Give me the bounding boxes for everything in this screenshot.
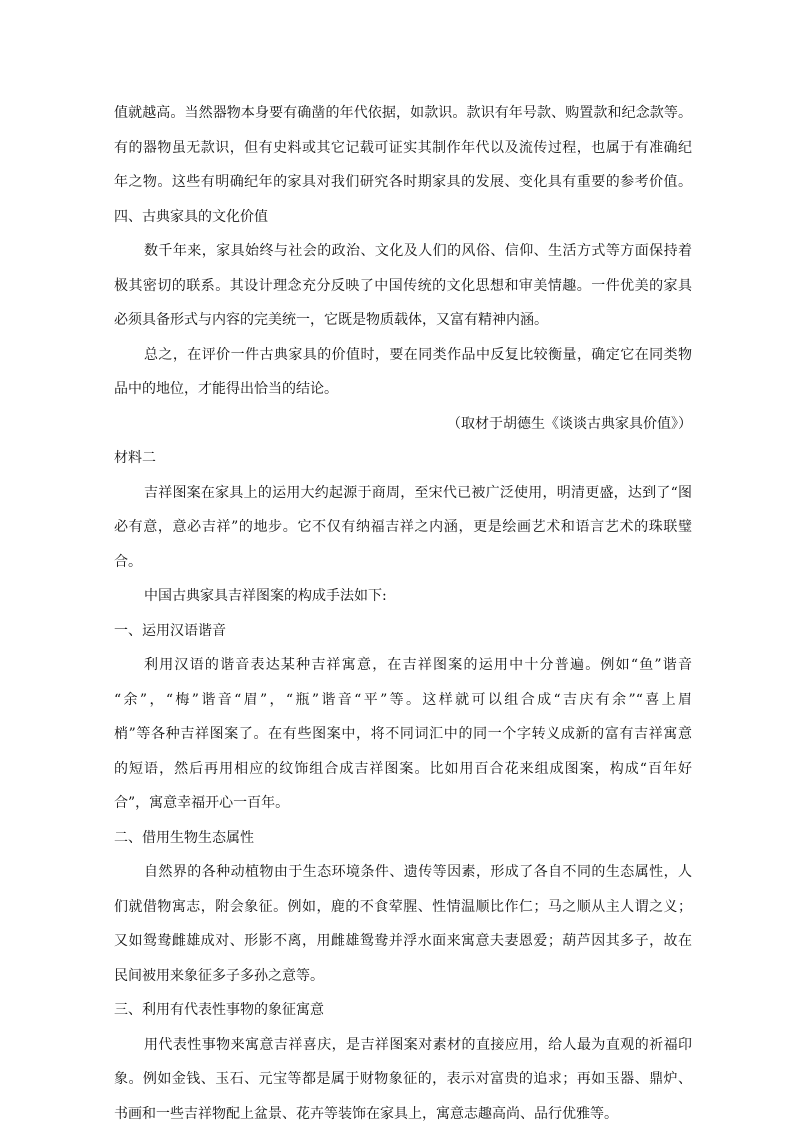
text-line: 合”，寓意幸福开心一百年。 [114,786,692,821]
document-body [114,96,692,1131]
text-line: 的短语，然后再用相应的纹饰组合成吉祥图案。比如用百合花来组成图案，构成“百年好 [114,752,692,787]
text-line: 书画和一些吉祥物配上盆景、花卉等装饰在家具上，寓意志趣高尚、品行优雅等。 [114,1097,692,1131]
text-line: 又如鸳鸯雌雄成对、形影不离，用雌雄鸳鸯并浮水面来寓意夫妻恩爱；葫芦因其多子，故在 [114,924,692,959]
text-line: 材料二 [114,441,692,476]
source-citation: （取材于胡德生《谈谈古典家具价值》） [114,407,692,442]
text-line: 中国古典家具吉祥图案的构成手法如下: [114,579,692,614]
text-line: 年之物。这些有明确纪年的家具对我们研究各时期家具的发展、变化具有重要的参考价值。 [114,165,692,200]
text-line: 极其密切的联系。其设计理念充分反映了中国传统的文化思想和审美情趣。一件优美的家具 [114,269,692,304]
text-line: 有的器物虽无款识，但有史料或其它记载可证实其制作年代以及流传过程，也属于有准确纪 [114,131,692,166]
text-line: 民间被用来象征多子多孙之意等。 [114,959,692,994]
text-line: 数千年来，家具始终与社会的政治、文化及人们的风俗、信仰、生活方式等方面保持着 [114,234,692,269]
text-line: 一、运用汉语谐音 [114,614,692,649]
text-line: 四、古典家具的文化价值 [114,200,692,235]
text-line: 梢”等各种吉祥图案了。在有些图案中，将不同词汇中的同一个字转义成新的富有吉祥寓意 [114,717,692,752]
text-line: 吉祥图案在家具上的运用大约起源于商周，至宋代已被广泛使用，明清更盛，达到了“图 [114,476,692,511]
text-line: 必有意，意必吉祥”的地步。它不仅有纳福吉祥之内涵，更是绘画艺术和语言艺术的珠联璧 [114,510,692,545]
text-line: 利用汉语的谐音表达某种吉祥寓意，在吉祥图案的运用中十分普遍。例如“鱼”谐音 [114,648,692,683]
text-line: 合。 [114,545,692,580]
text-line: 值就越高。当然器物本身要有确凿的年代依据，如款识。款识有年号款、购置款和纪念款等。 [114,96,692,131]
text-line: 品中的地位，才能得出恰当的结论。 [114,372,692,407]
text-line: 二、借用生物生态属性 [114,821,692,856]
text-line: 总之，在评价一件古典家具的价值时，要在同类作品中反复比较衡量，确定它在同类物 [114,338,692,373]
text-line: 三、利用有代表性事物的象征寓意 [114,993,692,1028]
text-line: 象。例如金钱、玉石、元宝等都是属于财物象征的，表示对富贵的追求；再如玉器、鼎炉、 [114,1062,692,1097]
text-line: 必须具备形式与内容的完美统一，它既是物质载体，又富有精神内涵。 [114,303,692,338]
text-line: 们就借物寓志，附会象征。例如，鹿的不食荤腥、性情温顺比作仁；马之顺从主人谓之义； [114,890,692,925]
text-line: 用代表性事物来寓意吉祥喜庆，是吉祥图案对素材的直接应用，给人最为直观的祈福印 [114,1028,692,1063]
text-line: 自然界的各种动植物由于生态环境条件、遗传等因素，形成了各自不同的生态属性，人 [114,855,692,890]
text-line: “余”，“梅”谐音“眉”，“瓶”谐音“平”等。这样就可以组合成“吉庆有余”“喜上眉 [114,683,692,718]
